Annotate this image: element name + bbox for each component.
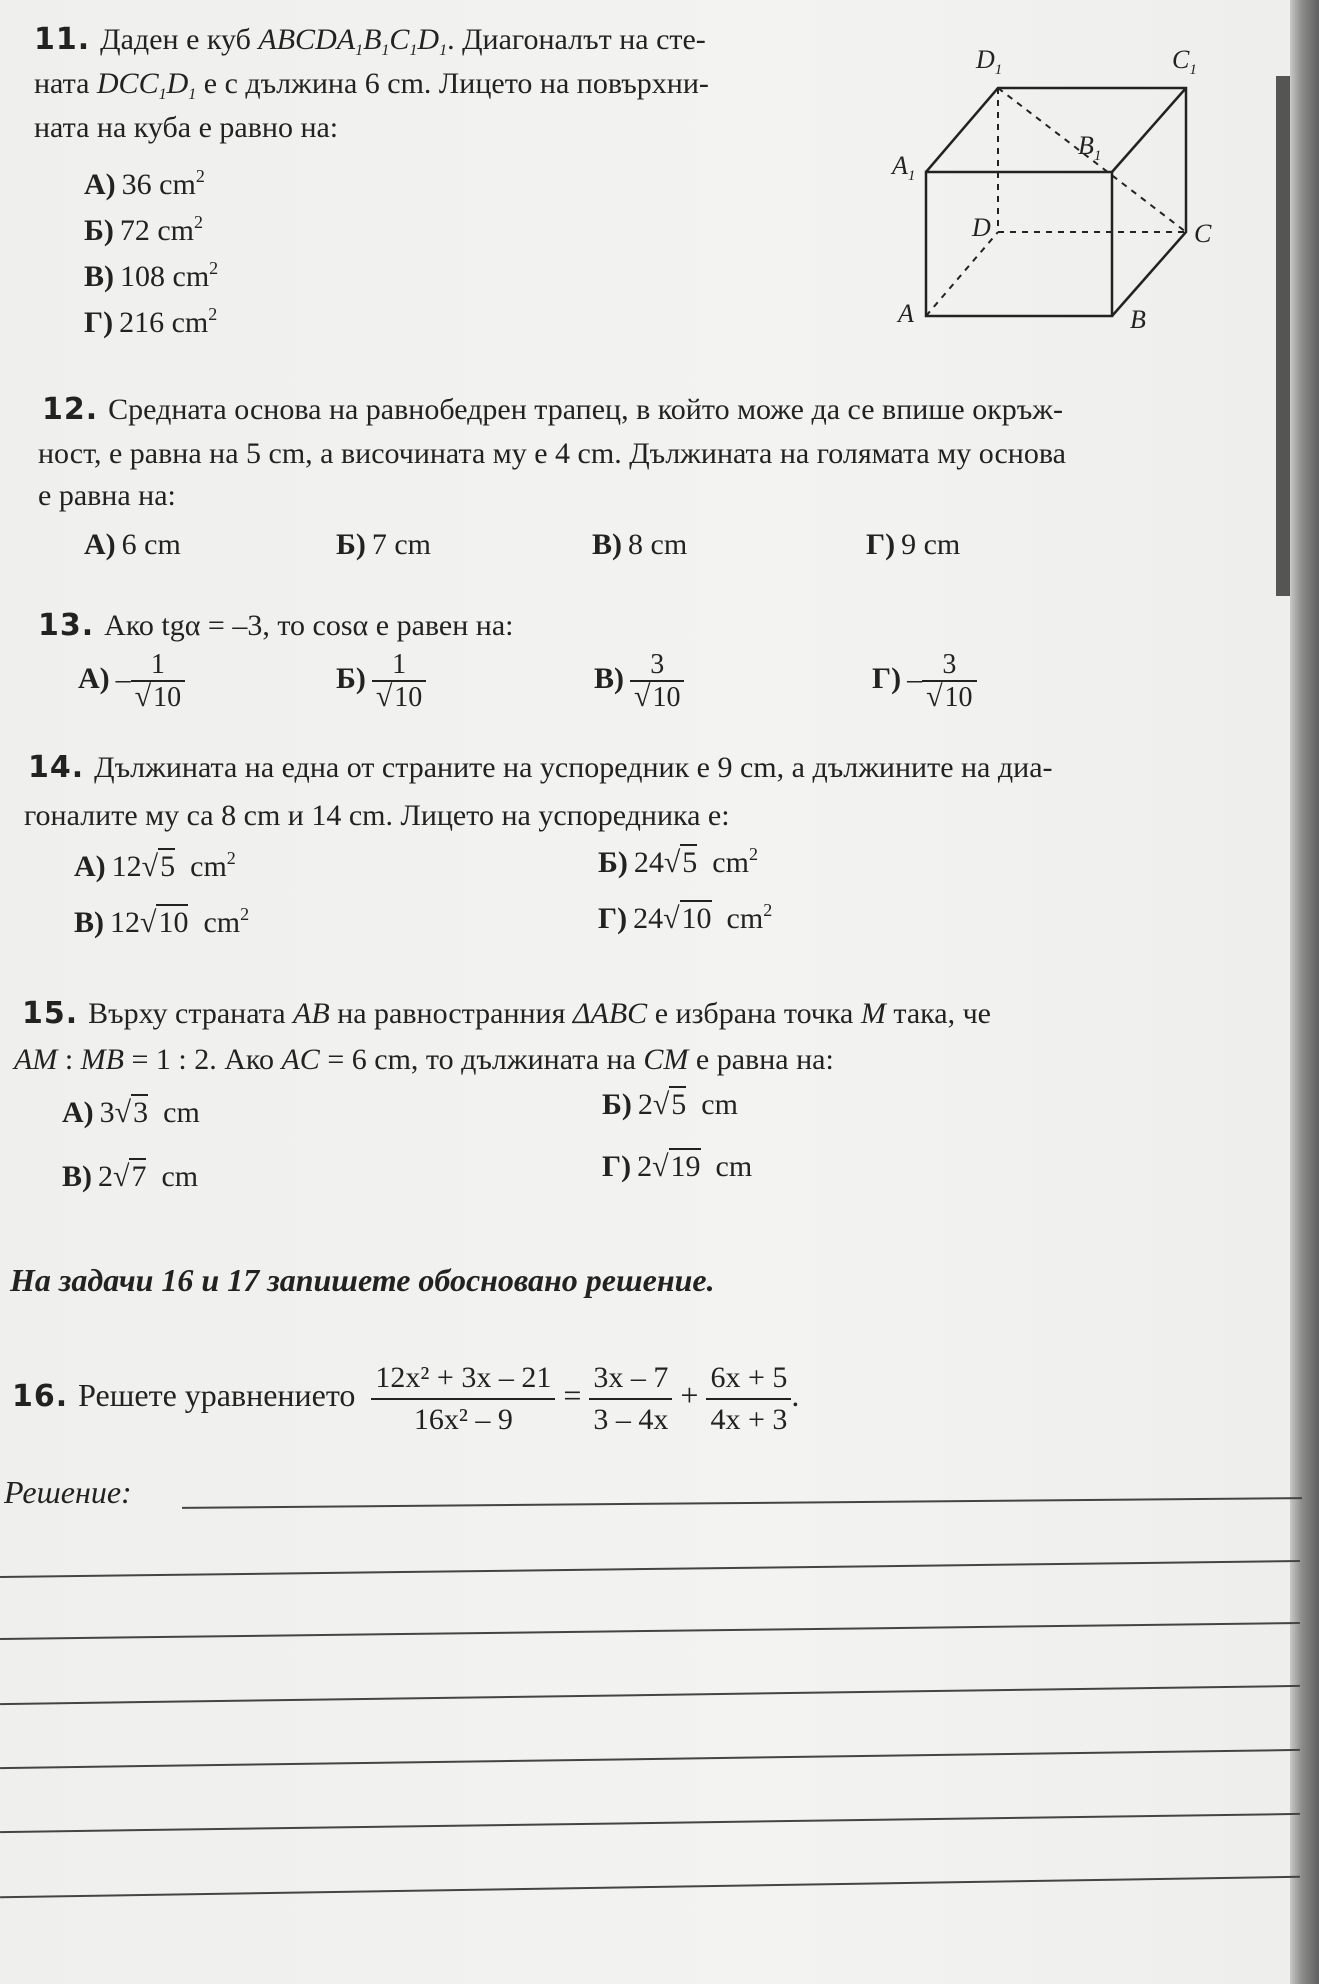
q11-cube-name: $ABCDA_1B_1C_1D_1$ <box>258 23 448 59</box>
option-key: В) <box>84 260 114 293</box>
instruction-text: На задачи 16 и 17 запишете обосновано решение. <box>10 1262 715 1298</box>
option-key: В) <box>74 906 104 939</box>
q13-option-d <box>872 650 977 713</box>
option-value: 7 cm <box>371 528 431 561</box>
q11-text-2a: ната <box>34 67 97 100</box>
q13-option-c <box>594 650 684 713</box>
option-exponent: 2 <box>193 212 203 232</box>
label-d: D <box>972 213 991 242</box>
q15-option-c: В) 2√7 cm <box>62 1160 199 1193</box>
q14-line-2 <box>24 794 1274 838</box>
label-c1: $C_1$ <box>1172 45 1197 78</box>
q12-option-a <box>84 528 181 562</box>
q16-fraction-2: $\frac{3x - 7}{3 - 4x}$ <box>589 1358 672 1440</box>
q12-line-2 <box>38 432 1278 476</box>
label-a1: $A_1$ <box>892 151 916 184</box>
q14-text-2: гоналите му са 8 cm и 14 cm. Лицето на успоредника е: <box>24 799 730 832</box>
label-b1: $B_1$ <box>1078 131 1102 164</box>
q14-option-d: Г) 24√10 $cm^2$ <box>598 900 773 935</box>
q11-option-a <box>84 168 205 202</box>
cube-diagonal-d1c <box>998 88 1186 232</box>
q12-text-1: Средната основа на равнобедрен трапец, в който може да се впише окръж- <box>108 393 1064 426</box>
plus-sign: + <box>680 1377 699 1413</box>
option-value: 108 cm <box>120 260 210 293</box>
question-number: 11. <box>34 22 91 57</box>
q11-option-c <box>84 260 218 294</box>
q11-line-3 <box>34 106 854 150</box>
option-key: Г) <box>598 902 628 935</box>
label-c: C <box>1194 219 1212 248</box>
question-12 <box>42 388 1282 432</box>
q11-option-b <box>84 214 203 248</box>
question-15: 15. Върху страната AB на равностранния ΔABC е избрана точка M така, че <box>22 996 991 1031</box>
question-number: 15. <box>22 996 79 1031</box>
option-key: Б) <box>598 846 628 879</box>
cube-back-edges <box>926 88 1186 316</box>
option-key: А) <box>84 528 116 561</box>
q11-option-d <box>84 306 217 340</box>
label-a: A <box>898 299 914 328</box>
option-value: 36 cm <box>121 168 196 201</box>
cube-front-face <box>926 172 1112 316</box>
option-value: 6 cm <box>121 528 181 561</box>
q15-option-a: А) 3√3 cm <box>62 1096 200 1129</box>
q12-line-3 <box>38 474 1278 518</box>
question-13 <box>38 604 1238 648</box>
q11-text-1a: Даден е куб <box>100 23 259 56</box>
q15-option-b: Б) 2√5 cm <box>602 1088 738 1121</box>
option-value: 8 cm <box>628 528 688 561</box>
option-fraction: $\frac{3}{√10}$ <box>922 650 976 713</box>
cube-diagram <box>880 40 1240 340</box>
option-fraction: $\frac{1}{√10}$ <box>372 650 426 713</box>
q13-text: Ако tgα = –3, то cosα е равен на: <box>104 609 514 642</box>
label-d1: $D_1$ <box>976 45 1003 78</box>
option-key: В) <box>62 1160 92 1193</box>
q16-text: Решете уравнението <box>78 1377 356 1413</box>
option-sign: – <box>907 662 923 696</box>
option-value: 216 cm <box>119 306 209 339</box>
q14-option-b: Б) 24√5 $cm^2$ <box>598 844 758 879</box>
q14-option-a: А) 12√5 $cm^2$ <box>74 848 236 883</box>
q14-option-c: В) 12√10 $cm^2$ <box>74 904 250 939</box>
option-exponent: 2 <box>209 258 219 278</box>
option-key: А) <box>74 850 106 883</box>
q12-option-b <box>336 528 431 562</box>
q13-option-a <box>78 650 185 713</box>
q12-option-c <box>592 528 687 562</box>
option-key: Г) <box>602 1150 632 1183</box>
q15-line-2: AM : MB = 1 : 2. Ако AC = 6 cm, то дължината на CM е равна на: <box>14 1043 834 1076</box>
label-b: B <box>1130 305 1146 334</box>
option-exponent: 2 <box>195 166 205 186</box>
question-14 <box>28 746 1278 790</box>
q11-face-name: $DCC_1D_1$ <box>96 67 197 103</box>
option-key: В) <box>594 662 624 696</box>
option-key: Г) <box>872 662 902 696</box>
option-key: А) <box>78 662 110 696</box>
question-16: 16. Решете уравнението $\frac{\text{12x² + 3x – 21}}{\text{16x² – 9}}$ = $\frac{3x - 7}{3 - 4x}$ + $\frac{6x + 5}{4x + 3}$ . <box>12 1350 1272 1442</box>
question-number: 13. <box>38 608 95 643</box>
option-key: Б) <box>336 528 366 561</box>
option-key: А) <box>62 1096 94 1129</box>
q12-text-2: ност, е равна на 5 cm, а височината му е 4 cm. Дължината на голямата му основа <box>38 437 1066 470</box>
solution-label: Решение: <box>4 1474 132 1510</box>
option-key: Б) <box>336 662 366 696</box>
option-fraction: $\frac{1}{√10}$ <box>131 650 185 713</box>
q13-option-b <box>336 650 426 713</box>
q12-option-d <box>866 528 960 562</box>
option-key: Г) <box>84 306 114 339</box>
option-key: Г) <box>866 528 896 561</box>
q15-option-d: Г) 2√19 cm <box>602 1150 753 1183</box>
q11-text-1b: . Диагоналът на сте- <box>447 23 706 56</box>
question-number: 16. <box>12 1379 69 1414</box>
option-sign: – <box>115 662 131 696</box>
option-key: Б) <box>84 214 114 247</box>
question-number: 12. <box>42 392 99 427</box>
q11-text-3: ната на куба е равно на: <box>34 111 339 144</box>
page-edge-mark <box>1276 76 1290 596</box>
option-key: А) <box>84 168 116 201</box>
option-exponent: 2 <box>208 304 218 324</box>
q14-text-1: Дължината на една от страните на успоредник е 9 cm, а дължините на диа- <box>94 751 1053 784</box>
q11-text-2b: е с дължина 6 cm. Лицето на повърхни- <box>196 67 709 100</box>
option-key: В) <box>592 528 622 561</box>
q16-fraction-3: $\frac{6x + 5}{4x + 3}$ <box>706 1358 791 1440</box>
option-value: 9 cm <box>901 528 961 561</box>
equals-sign: = <box>563 1377 582 1413</box>
question-number: 14. <box>28 750 85 785</box>
cube-hidden-edge-ad <box>926 232 998 316</box>
option-key: Б) <box>602 1088 632 1121</box>
option-value: 72 cm <box>119 214 194 247</box>
q12-text-3: е равна на: <box>38 479 176 512</box>
option-fraction: $\frac{3}{√10}$ <box>630 650 684 713</box>
q16-fraction-1: $\frac{\text{12x² + 3x – 21}}{\text{16x² – 9}}$ <box>371 1358 555 1440</box>
cube-edge-b1c1 <box>1112 88 1186 172</box>
